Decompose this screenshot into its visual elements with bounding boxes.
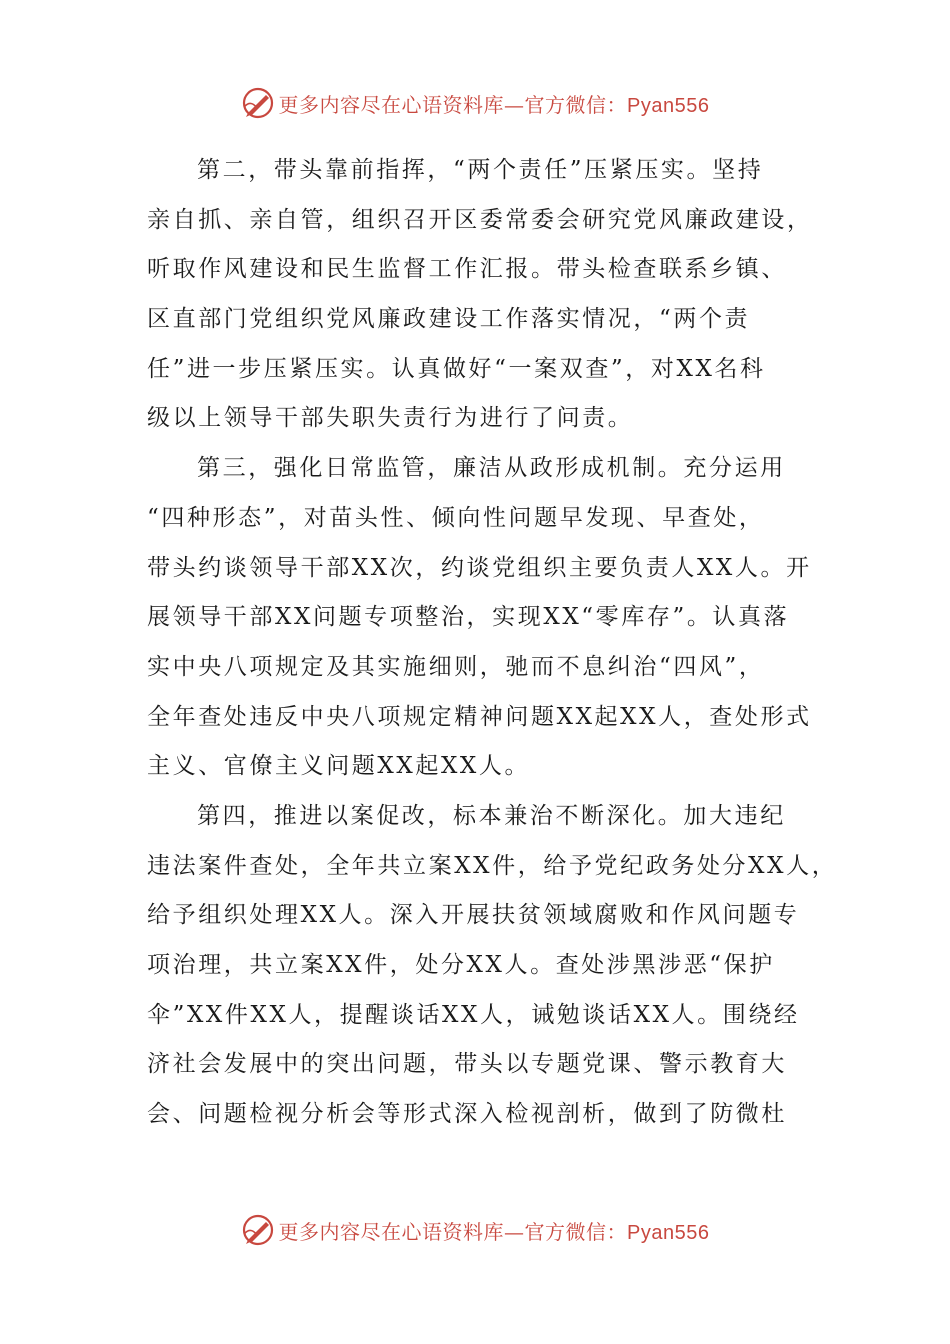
text-line: 第三，强化日常监管，廉洁从政形成机制。充分运用 — [197, 455, 786, 482]
text-line: 给予组织处理XX人。深入开展扶贫领域腐败和作风问题专 — [147, 902, 800, 929]
text-line: 济社会发展中的突出问题，带头以专题党课、警示教育大 — [147, 1051, 787, 1078]
text-line: “四种形态”，对苗头性、倾向性问题早发现、早查处， — [147, 504, 765, 531]
banner-text-id: Pyan556 — [627, 94, 710, 117]
banner-text — [279, 89, 710, 118]
text-line: 项治理，共立案XX件，处分XX人。查处涉黑涉恶“保护 — [147, 952, 775, 978]
banner-text-cn: 更多内容尽在心语资料库—官方微信： — [278, 1219, 628, 1244]
text-line: 伞”XX件XX人，提醒谈话XX人，诫勉谈话XX人。围绕经 — [147, 1001, 800, 1028]
document-body — [147, 146, 838, 1140]
text-line: 展领导干部XX问题专项整治，实现XX“零库存”。认真落 — [147, 604, 790, 631]
banner-text-cn: 更多内容尽在心语资料库—官方微信： — [278, 92, 628, 117]
text-line: 带头约谈领导干部XX次，约谈党组织主要负责人XX人。开 — [147, 554, 812, 581]
pen-circle-logo-icon — [241, 86, 275, 120]
text-line: 会、问题检视分析会等形式深入检视剖析，做到了防微杜 — [147, 1101, 787, 1128]
header-watermark-banner — [0, 83, 950, 123]
text-line: 任”进一步压紧压实。认真做好“一案双查”，对XX名科 — [147, 355, 766, 382]
text-line: 违法案件查处，全年共立案XX件，给予党纪政务处分XX人， — [147, 852, 838, 879]
banner-text-id: Pyan556 — [627, 1221, 710, 1244]
text-line: 第二，带头靠前指挥，“两个责任”压紧压实。坚持 — [197, 157, 764, 183]
text-line: 实中央八项规定及其实施细则，驰而不息纠治“四风”， — [147, 653, 765, 680]
text-line: 全年查处违反中央八项规定精神问题XX起XX人，查处形式 — [147, 703, 812, 730]
text-line: 区直部门党组织党风廉政建设工作落实情况，“两个责 — [147, 306, 751, 333]
text-line: 亲自抓、亲自管，组织召开区委常委会研究党风廉政建设， — [147, 206, 813, 233]
text-line: 级以上领导干部失职失责行为进行了问责。 — [147, 405, 634, 432]
text-line: 听取作风建设和民生监督工作汇报。带头检查联系乡镇、 — [147, 256, 787, 283]
footer-watermark-banner — [0, 1210, 950, 1250]
text-line: 第四，推进以案促改，标本兼治不断深化。加大违纪 — [197, 802, 786, 829]
banner-text — [279, 1216, 710, 1245]
pen-circle-logo-icon — [241, 1213, 275, 1247]
text-line: 主义、官僚主义问题XX起XX人。 — [147, 753, 531, 780]
